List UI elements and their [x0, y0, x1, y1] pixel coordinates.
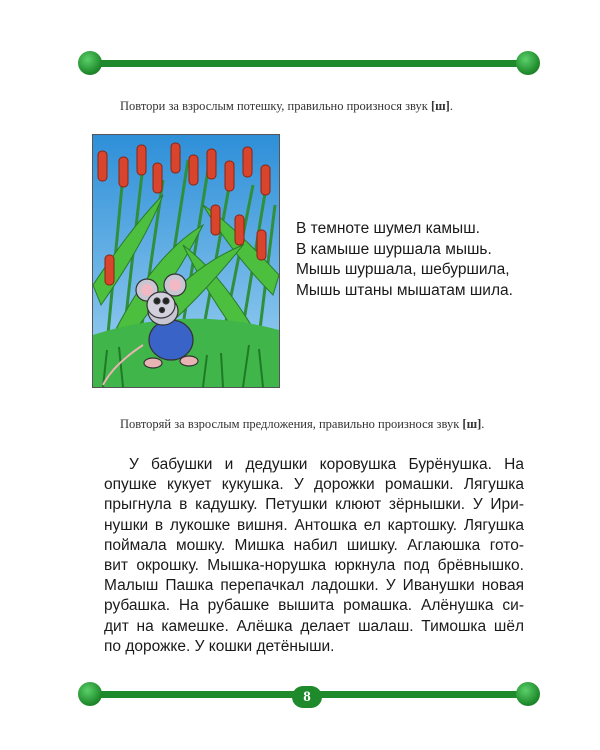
story-line: У бабушки и дедушки коровушка Бурёнушка. На [129, 456, 524, 473]
top-left-ornament [78, 51, 102, 75]
story-line: Малыш Пашка перепачкал ладошки. У Иванушки новая [104, 577, 524, 595]
instruction-end: . [449, 99, 453, 113]
story-line: прыгнула в кадушку. Петушки клюют зёрнышки. У Ири- [104, 496, 524, 514]
poem-line: Мышь штаны мышатам шила. [296, 281, 513, 299]
bottom-right-ornament [516, 682, 540, 706]
sound-label: [ш] [462, 417, 482, 431]
story-line: вит окрошку. Мышка-норушка юркнула под брёвнышко. [104, 557, 524, 575]
instruction-text: Повтори за взрослым потешку, правильно произнося звук [120, 99, 431, 113]
top-divider [90, 60, 528, 67]
poem-line: В камыше шуршала мышь. [296, 240, 492, 258]
story-line: опушке кукует кукушка. У дорожки ромашки. Лягушка [104, 476, 524, 494]
instruction-text: Повторяй за взрослым предложения, правильно произнося звук [120, 417, 463, 431]
story-line: рубашка. На рубашке вышита ромашка. Алёнушка си- [104, 597, 524, 615]
story-line: нушки в лукошке вишня. Антошка ел картошку. Лягушка [104, 516, 524, 534]
poem-line: В темноте шумел камыш. [296, 220, 480, 237]
poem-line: Мышь шуршала, шебуршила, [296, 261, 510, 278]
sentences-paragraph [104, 455, 524, 657]
instruction-end: . [481, 417, 485, 431]
instruction-tongue-twister [120, 99, 453, 114]
story-line: по дорожке. У кошки детёныши. [104, 637, 335, 655]
sound-label: [ш] [430, 99, 450, 113]
page-number: 8 [292, 686, 322, 708]
bottom-left-ornament [78, 682, 102, 706]
top-right-ornament [516, 51, 540, 75]
story-line: поймала мошку. Мишка набил шишку. Аглаюшка гото- [104, 536, 524, 554]
mouse-in-reeds-illustration [92, 134, 280, 388]
tongue-twister-poem [296, 219, 513, 301]
story-line: дит на камешке. Алёшка делает шалаш. Тимошка шёл [104, 617, 524, 635]
instruction-sentences [120, 417, 484, 432]
